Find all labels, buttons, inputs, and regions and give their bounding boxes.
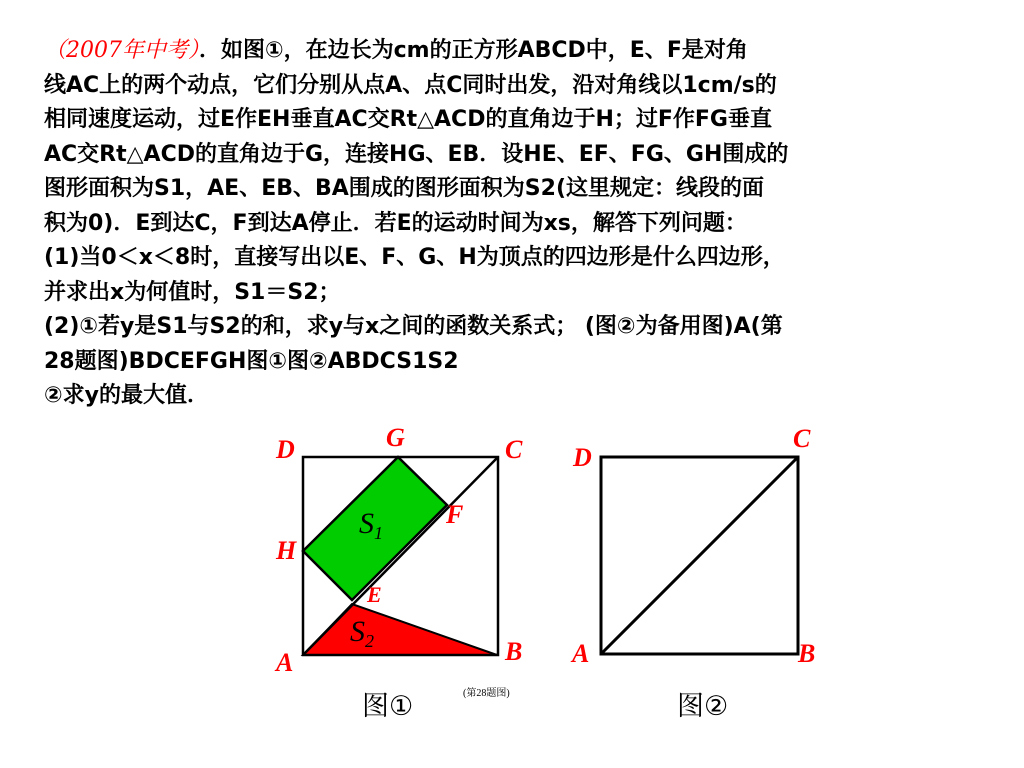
label-h: H [276, 536, 297, 565]
question-2: (2)①若y是S1与S2的和，求y与x之间的函数关系式； (图②为备用图)A(第 [44, 314, 783, 339]
problem-line-6: 积为0)．E到达C，F到达A停止．若E的运动时间为xs，解答下列问题： [44, 210, 747, 236]
figure-2 [570, 424, 815, 668]
label-c-2: C [793, 424, 811, 453]
problem-line-1: （2007年中考）．如图①，在边长为cm的正方形ABCD中，E、F是对角 [44, 38, 748, 63]
figure-1 [274, 423, 523, 677]
label-s2: $S_2$ [350, 615, 374, 651]
label-g: G [386, 423, 405, 452]
diagonal-ac-2 [601, 457, 798, 654]
label-d-2: D [573, 443, 592, 472]
label-b: B [505, 637, 523, 666]
problem-line-3: 相同速度运动，过E作EH垂直AC交Rt△ACD的直角边于H；过F作FG垂直 [44, 107, 772, 132]
label-e: E [367, 582, 382, 607]
question-2-part2: ②求y的最大值． [44, 383, 209, 408]
question-2-cont: 28题图)BDCEFGH图①图②ABDCS1S2 [44, 348, 459, 374]
question-1: (1)当0＜x＜8时，直接写出以E、F、G、H为顶点的四边形是什么四边形， [44, 245, 785, 270]
label-c: C [505, 435, 523, 464]
label-d: D [276, 435, 295, 464]
caption-problem-number: (第28题图) [463, 688, 510, 699]
label-b-2: B [798, 639, 816, 668]
caption-figure-2: 图② [677, 691, 729, 722]
caption-figure-1: 图① [362, 691, 414, 722]
label-a: A [276, 648, 294, 677]
question-1-cont: 并求出x为何值时，S1＝S2； [44, 279, 341, 305]
label-f: F [446, 500, 464, 529]
label-a-2: A [572, 639, 590, 668]
s2-region [303, 604, 497, 655]
problem-line-2: 线AC上的两个动点，它们分别从点A、点C同时出发，沿对角线以1cm/s的 [44, 72, 777, 98]
problem-line-4: AC交Rt△ACD的直角边于G，连接HG、EB．设HE、EF、FG、GH围成的 [44, 141, 789, 167]
source-tag: （2007年中考） [44, 38, 199, 63]
problem-line-5: 图形面积为S1，AE、EB、BA围成的图形面积为S2(这里规定：线段的面 [44, 176, 765, 201]
label-s1: $S_1$ [359, 507, 383, 543]
